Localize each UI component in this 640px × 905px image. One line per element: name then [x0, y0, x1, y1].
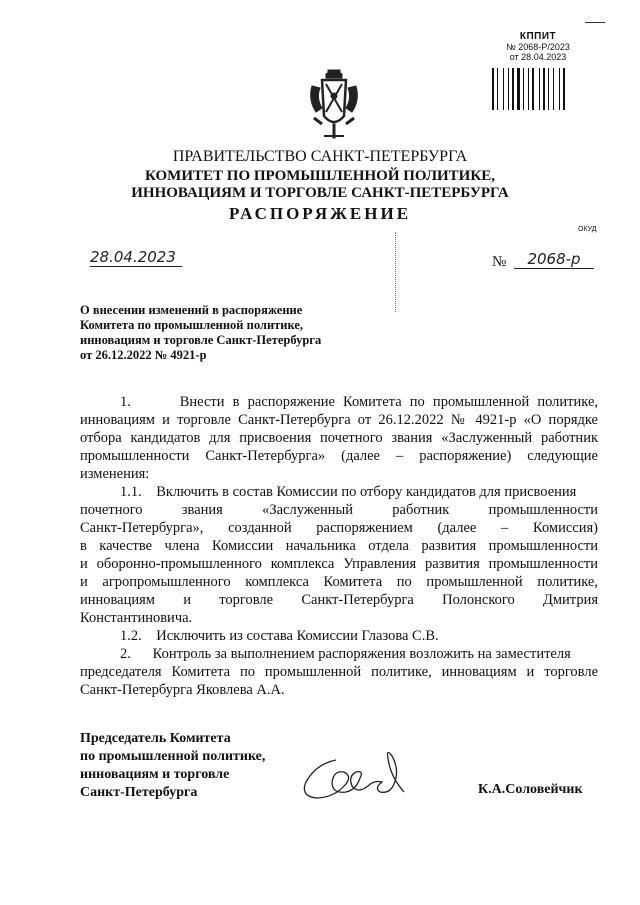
- okud-label: ОКУД: [578, 226, 597, 233]
- barcode-bar: [546, 68, 547, 110]
- barcode-bar: [510, 68, 511, 110]
- coat-of-arms-icon: [306, 66, 362, 142]
- document-number: 2068-р: [514, 250, 594, 269]
- body-line: и оборонно-промышленного комплекса Управления развития промышленности: [80, 556, 598, 572]
- barcode-bar: [539, 68, 540, 110]
- body-line: в качестве члена Комиссии начальника отдела развития промышленности: [80, 538, 598, 554]
- body-line: 1.2. Исключить из состава Комиссии Глазова С.В.: [120, 628, 439, 644]
- signatory-line: инновациям и торговле: [80, 767, 230, 782]
- barcode-bar: [525, 68, 527, 110]
- barcode-bar: [528, 68, 529, 110]
- document-body: [80, 393, 598, 699]
- document-subject: [80, 303, 350, 363]
- subject-line: Комитета по промышленной политике,: [80, 318, 304, 332]
- barcode-bar: [548, 68, 549, 110]
- body-line: отбора кандидатов для присвоения почетного звания «Заслуженный работник: [80, 430, 598, 446]
- subject-line: от 26.12.2022 № 4921-р: [80, 348, 207, 362]
- body-line: 1.1. Включить в состав Комиссии по отбору кандидатов для присвоения: [120, 484, 577, 500]
- document-type: РАСПОРЯЖЕНИЕ: [228, 204, 412, 223]
- barcode-bar: [503, 68, 504, 110]
- signatory-line: Председатель Комитета: [80, 731, 231, 746]
- barcode-bar: [530, 68, 531, 110]
- subject-line: инновациям и торговле Санкт-Петербурга: [80, 333, 322, 347]
- barcode-bar: [495, 68, 496, 110]
- barcode-bar: [499, 68, 502, 110]
- corner-mark: [585, 22, 605, 23]
- body-line: и агропромышленного комплекса Комитета по промышленной политике,: [80, 574, 598, 590]
- subject-line: О внесении изменений в распоряжение: [80, 303, 303, 317]
- barcode-bar: [541, 68, 542, 110]
- barcode-bar: [543, 68, 545, 110]
- barcode-bar: [523, 68, 524, 110]
- document-date: 28.04.2023: [90, 248, 182, 267]
- barcode-bar: [521, 68, 522, 110]
- stamp-org: КППИТ: [519, 31, 557, 42]
- signatory-title: [80, 730, 290, 802]
- stamp-date: от 28.04.2023: [509, 52, 567, 62]
- barcode: [492, 68, 572, 110]
- barcode-bar: [515, 68, 516, 110]
- barcode-bar: [492, 68, 494, 110]
- body-line: инновациям и торговле Санкт-Петербурга от 26.12.2022 № 4921-р «О порядке: [80, 412, 598, 428]
- barcode-bar: [512, 68, 514, 110]
- barcode-bar: [532, 68, 534, 110]
- barcode-bar: [566, 68, 567, 110]
- body-line: 1. Внести в распоряжение Комитета по промышленной политике,: [120, 394, 598, 410]
- barcode-bar: [561, 68, 562, 110]
- barcode-bar: [497, 68, 498, 110]
- barcode-bar: [555, 68, 558, 110]
- body-line: почетного звания «Заслуженный работник промышленности: [80, 502, 598, 518]
- body-line: Санкт-Петербурга Яковлева А.А.: [80, 682, 285, 698]
- body-line: 2. Контроль за выполнением распоряжения возложить на заместителя: [120, 646, 571, 662]
- body-line: изменения:: [80, 466, 150, 482]
- fold-marks: [395, 232, 398, 312]
- registration-stamp: [498, 32, 578, 62]
- stamp-number: № 2068-Р/2023: [506, 42, 570, 52]
- barcode-bar: [517, 68, 520, 110]
- barcode-bar: [508, 68, 509, 110]
- signatory-line: по промышленной политике,: [80, 749, 266, 764]
- signatory-name: К.А.Соловейчик: [478, 782, 583, 797]
- body-line: инновациям и торговле Санкт-Петербурга Полонского Дмитрия: [80, 592, 598, 608]
- barcode-bar: [553, 68, 554, 110]
- government-title: ПРАВИТЕЛЬСТВО САНКТ-ПЕТЕРБУРГА: [172, 148, 468, 165]
- barcode-bar: [505, 68, 507, 110]
- handwritten-signature: [298, 752, 448, 812]
- body-line: Санкт-Петербурга», созданной распоряжением (далее – Комиссия): [80, 520, 598, 536]
- barcode-bar: [563, 68, 565, 110]
- body-line: председателя Комитета по промышленной политике, инновациям и торговле: [80, 664, 598, 680]
- committee-title-line2: ИННОВАЦИЯМ И ТОРГОВЛЕ САНКТ-ПЕТЕРБУРГА: [131, 185, 509, 201]
- body-line: промышленности Санкт-Петербурга» (далее – распоряжение) следующие: [80, 448, 598, 464]
- body-line: Константиновича.: [80, 610, 193, 626]
- barcode-bar: [535, 68, 538, 110]
- committee-title-line1: КОМИТЕТ ПО ПРОМЫШЛЕННОЙ ПОЛИТИКЕ,: [145, 168, 495, 184]
- barcode-bar: [559, 68, 560, 110]
- barcode-bar: [550, 68, 552, 110]
- number-label: №: [492, 254, 507, 270]
- signatory-line: Санкт-Петербурга: [80, 785, 198, 800]
